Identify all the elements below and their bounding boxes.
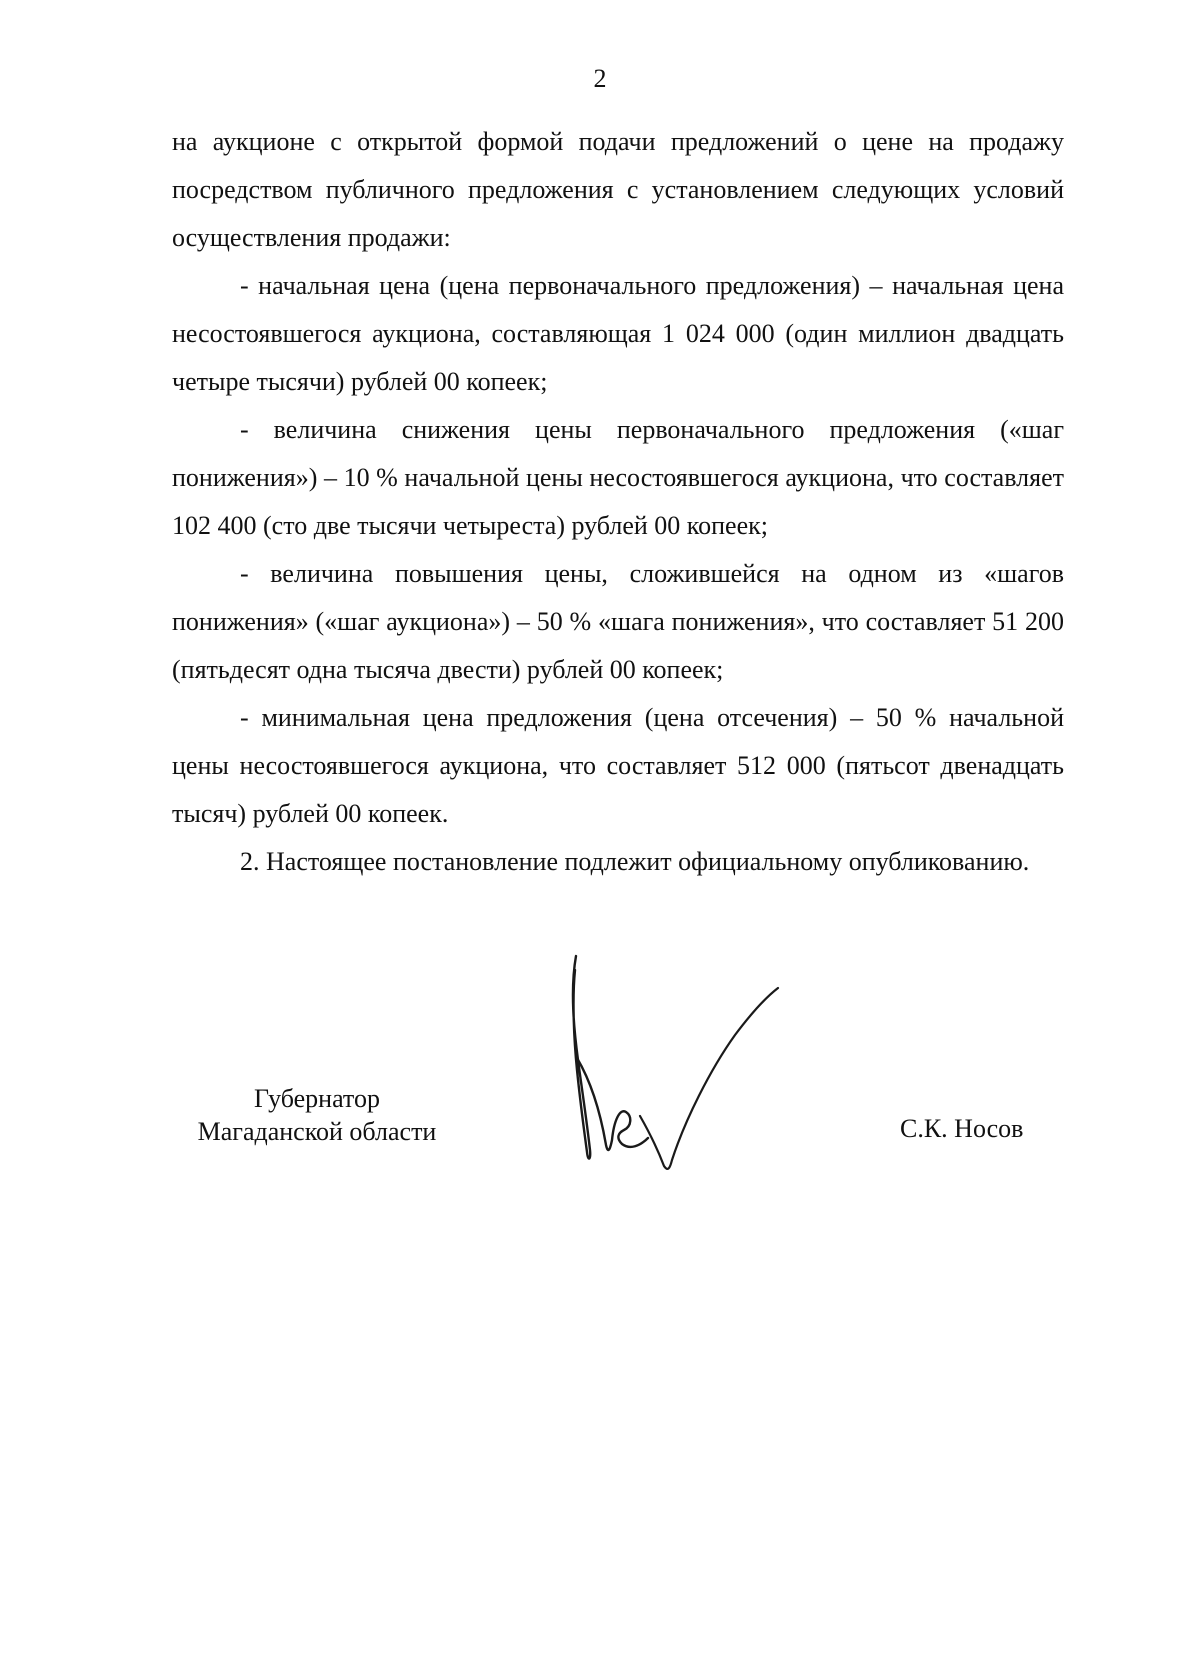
document-body xyxy=(172,118,1064,886)
paragraph-intro: на аукционе с открытой формой подачи предложений о цене на продажу посредством публичного предложения с установлением следующих условий осуществления продажи: xyxy=(172,127,1064,252)
paragraph-price-increase: - величина повышения цены, сложившейся на одном из «шагов понижения» («шаг аукциона») – 50 % «шага понижения», что составляет 51 200 (пятьдесят одна тысяча двести) рублей 00 копеек; xyxy=(172,559,1064,684)
signatory-name: С.К. Носов xyxy=(900,1114,1024,1143)
page-number: 2 xyxy=(593,64,607,93)
signatory-position xyxy=(172,1082,462,1148)
paragraph-price-reduction: - величина снижения цены первоначального предложения («шаг понижения») – 10 % начальной цены несостоявшегося аукциона, что составляет 102 400 (сто две тысячи четыреста) рублей 00 копеек; xyxy=(172,415,1064,540)
paragraph-publication: 2. Настоящее постановление подлежит официальному опубликованию. xyxy=(240,847,1030,876)
signatory-position-line2: Магаданской области xyxy=(197,1117,437,1146)
handwritten-signature xyxy=(560,940,820,1180)
paragraph-initial-price: - начальная цена (цена первоначального предложения) – начальная цена несостоявшегося аукциона, составляющая 1 024 000 (один миллион двадцать четыре тысячи) рублей 00 копеек; xyxy=(172,271,1064,396)
signatory-position-line1: Губернатор xyxy=(254,1084,380,1113)
paragraph-minimum-price: - минимальная цена предложения (цена отсечения) – 50 % начальной цены несостоявшегося аукциона, что составляет 512 000 (пятьсот двенадцать тысяч) рублей 00 копеек. xyxy=(172,703,1064,828)
